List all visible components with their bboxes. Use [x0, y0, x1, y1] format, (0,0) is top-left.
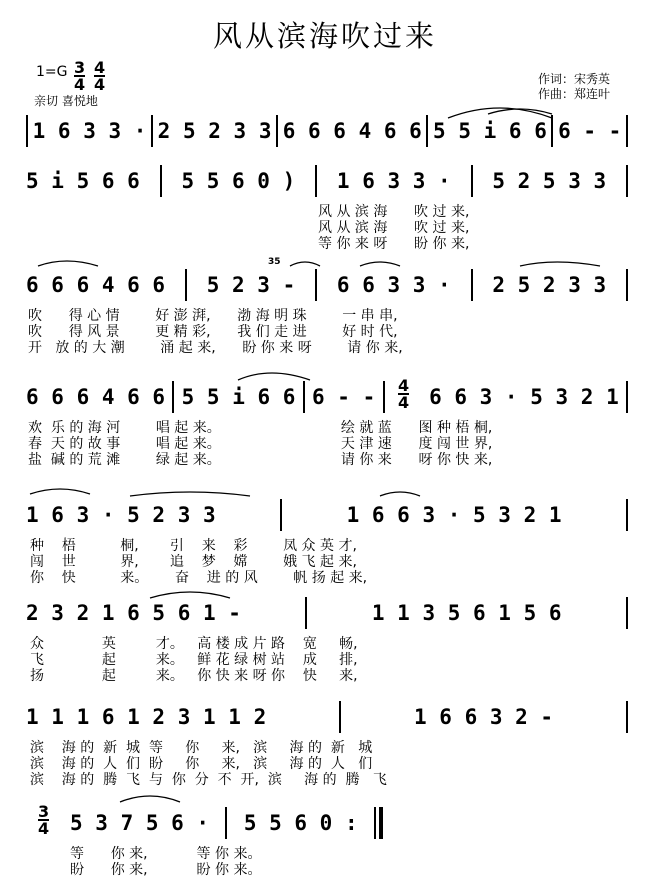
composer-credit: 作曲：郑连叶: [538, 87, 611, 101]
barline: [626, 597, 628, 629]
barline: [626, 701, 628, 733]
measure: 5 2 3 -: [206, 273, 296, 297]
barline: [280, 499, 282, 531]
barline: [160, 165, 162, 197]
barline: [626, 115, 628, 147]
measure: 5 i 5 6 6: [26, 169, 140, 193]
lyrics-verse-3: 你 快 来。 奋 进 的 风 帆 扬 起 来,: [30, 570, 368, 586]
lyrics-verse-1: 吹 得 心 情 好 澎 湃, 渤 海 明 珠 一 串 串,: [28, 308, 398, 324]
barline: [626, 499, 628, 531]
score-line-3: [26, 270, 628, 300]
lyrics-verse-2: 盼 你 来, 盼 你 来。: [70, 862, 262, 878]
lyrics-verse-2: 飞 起 来。 鲜 花 绿 树 站 成 排,: [30, 652, 358, 668]
lyrics-verse-2: 闯 世 界, 追 梦 嫦 娥 飞 起 来,: [30, 554, 357, 570]
lyrics-verse-1: 风 从 滨 海 吹 过 来,: [318, 204, 470, 220]
key-signature: 1=G: [36, 64, 68, 80]
barline: [471, 165, 473, 197]
time-signature-3-4: 3 4: [74, 58, 86, 94]
measure: 2 3 2 1 6 5 6 1 -: [26, 601, 241, 625]
measure: 1 1 3 5 6 1 5 6: [371, 601, 562, 625]
time-signature-4-4: 4 4: [398, 376, 410, 412]
lyrics-verse-1: 种 梧 桐, 引 来 彩 凤 众 英 才,: [30, 538, 357, 554]
measure: 1 1 1 6 1 2 3 1 1 2: [26, 705, 267, 729]
measure: 6 - -: [312, 385, 376, 409]
lyrics-verse-3: 开 放 的 大 潮 涌 起 来, 盼 你 来 呀 请 你 来,: [28, 340, 403, 356]
barline: [551, 115, 553, 147]
final-repeat-barline: [374, 807, 380, 839]
measure: 5 2 5 3 3: [492, 169, 607, 193]
measure: 6 6 6 4 6 6: [282, 119, 422, 143]
lyrics-verse-2: 吹 得 风 景 更 精 彩, 我 们 走 进 好 时 代,: [28, 324, 398, 340]
score-line-4: [26, 382, 628, 412]
grace-note: 35: [268, 257, 281, 267]
lyrics-verse-3: 等 你 来 呀 盼 你 来,: [318, 236, 470, 252]
barline: [339, 701, 341, 733]
lyrics-verse-2: 春 天 的 故 事 唱 起 来。 天 津 速 度 闯 世 界,: [28, 436, 493, 452]
measure: 5 5 i 6 6: [181, 385, 296, 409]
barline: [626, 165, 628, 197]
measure: 1 6 6 3 · 5 3 2 1: [346, 503, 562, 527]
lyrics-verse-1: 欢 乐 的 海 河 唱 起 来。 绘 就 蓝 图 种 梧 桐,: [28, 420, 493, 436]
measure: 1 6 6 3 2 -: [414, 705, 554, 729]
score-line-1: [26, 116, 628, 146]
barline: [315, 269, 317, 301]
barline: [626, 269, 628, 301]
measure: 5 5 i 6 6: [433, 119, 547, 143]
score-line-8: [70, 808, 380, 838]
barline: [225, 807, 227, 839]
measure: 1 6 3 3 ·: [336, 169, 451, 193]
barline: [303, 381, 305, 413]
barline: [151, 115, 153, 147]
measure: 1 6 3 · 5 2 3 3: [26, 503, 216, 527]
barline: [172, 381, 174, 413]
lyricist-credit: 作词：宋秀英: [538, 72, 611, 86]
measure: 2 5 2 3 3: [157, 119, 272, 143]
score-line-6: [26, 598, 628, 628]
measure: 1 6 3 3 ·: [32, 119, 147, 143]
barline: [276, 115, 278, 147]
lyrics-verse-2: 滨 海 的 人 们 盼 你 来, 滨 海 的 人 们: [30, 756, 373, 772]
measure: 6 6 3 · 5 3 2 1: [429, 385, 619, 409]
tempo-marking: 亲切 喜悦地: [34, 94, 98, 108]
measure: 6 6 3 3 ·: [336, 273, 451, 297]
lyrics-verse-3: 扬 起 来。 你 快 来 呀 你 快 来,: [30, 668, 358, 684]
measure: 6 - -: [558, 119, 622, 143]
barline: [315, 165, 317, 197]
measure: 6 6 6 4 6 6: [26, 273, 166, 297]
time-signature-4-4: 4 4: [94, 58, 106, 94]
measure: 2 5 2 3 3: [492, 273, 607, 297]
score-line-5: [26, 500, 628, 530]
measure: 5 3 7 5 6 ·: [70, 811, 210, 835]
score-line-2: [26, 166, 628, 196]
score-line-7: [26, 702, 628, 732]
lyrics-verse-1: 滨 海 的 新 城 等 你 来, 滨 海 的 新 城: [30, 740, 373, 756]
measure: 6 6 6 4 6 6: [26, 385, 166, 409]
barline: [626, 381, 628, 413]
lyrics-verse-2: 风 从 滨 海 吹 过 来,: [318, 220, 470, 236]
barline: [305, 597, 307, 629]
lyrics-verse-3: 盐 碱 的 荒 滩 绿 起 来。 请 你 来 呀 你 快 来,: [28, 452, 493, 468]
barline: [185, 269, 187, 301]
barline: [26, 115, 28, 147]
song-title: 风从滨海吹过来: [212, 19, 437, 53]
measure: 5 5 6 0 ): [181, 169, 296, 193]
barline: [426, 115, 428, 147]
measure: 5 5 6 0 :: [243, 811, 358, 835]
lyrics-verse-3: 滨 海 的 腾 飞 与 你 分 不 开, 滨 海 的 腾 飞: [30, 772, 387, 788]
lyrics-verse-1: 众 英 才。 高 楼 成 片 路 宽 畅,: [30, 636, 358, 652]
barline: [471, 269, 473, 301]
lyrics-verse-1: 等 你 来, 等 你 来。: [70, 846, 262, 862]
barline: [383, 381, 385, 413]
time-signature-3-4: 3 4: [38, 802, 50, 838]
